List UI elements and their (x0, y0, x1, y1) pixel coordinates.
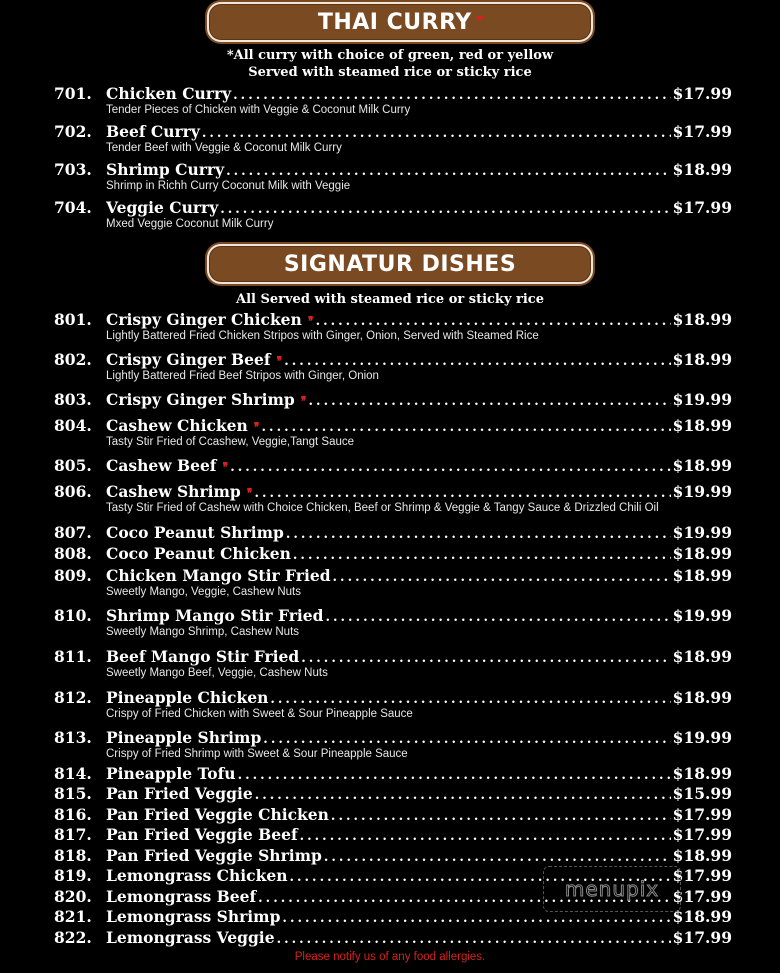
item-name-line (106, 390, 732, 412)
dot-leader (286, 525, 671, 545)
item-number: 816. (54, 805, 92, 824)
item-name: Cashew Beef (106, 456, 217, 475)
item-name-line (106, 805, 732, 827)
chili-icon: ❜❜ (246, 486, 251, 500)
item-name: Crispy Ginger Beef (106, 350, 271, 369)
item-name: Pan Fried Veggie Shrimp (106, 846, 322, 865)
item-number: 807. (54, 523, 92, 542)
item-price: $18.99 (672, 160, 732, 179)
signature-banner (207, 244, 593, 284)
dot-leader (238, 766, 671, 786)
item-price: $18.99 (672, 310, 732, 329)
item-description: Sweetly Mango Beef, Veggie, Cashew Nuts (106, 667, 328, 679)
item-description: Sweetly Mango Shrimp, Cashew Nuts (106, 626, 300, 638)
item-price: $17.99 (672, 84, 732, 103)
item-name: Pan Fried Veggie Beef (106, 825, 298, 844)
item-price: $18.99 (672, 846, 732, 865)
item-description: Tender Pieces of Chicken with Veggie & Coconut Milk Curry (106, 104, 411, 116)
item-number: 817. (54, 825, 92, 844)
item-description: Lightly Battered Fried Chicken Stripos with Ginger, Onion, Served with Steamed Rice (106, 330, 539, 342)
item-number: 702. (54, 122, 92, 141)
thai-curry-note-2: Served with steamed rice or sticky rice (248, 65, 532, 80)
item-number: 814. (54, 764, 92, 783)
item-price: $17.99 (672, 198, 732, 217)
item-number: 703. (54, 160, 92, 179)
item-price: $18.99 (672, 456, 732, 475)
signature-note: All Served with steamed rice or sticky rice (236, 292, 544, 307)
item-description: Shrimp in Richh Curry Coconut Milk with Veggie (106, 180, 351, 192)
dot-leader (325, 608, 670, 628)
item-number: 704. (54, 198, 92, 217)
menu-item-row (0, 688, 780, 708)
menu-item-row (0, 390, 780, 410)
item-number: 821. (54, 907, 92, 926)
item-name: Lemongrass Beef (106, 887, 257, 906)
chili-icon: ❜❜ (276, 354, 281, 368)
item-price: $18.99 (672, 416, 732, 435)
dot-leader (282, 909, 670, 929)
item-description: Crispy of Fried Shrimp with Sweet & Sour Pineapple Sauce (106, 748, 408, 760)
item-price: $17.99 (672, 825, 732, 844)
item-name: Pineapple Chicken (106, 688, 269, 707)
item-name: Beef Curry (106, 122, 200, 141)
item-name: Pineapple Tofu (106, 764, 236, 783)
item-name-line (106, 784, 732, 806)
item-name: Coco Peanut Chicken (106, 544, 291, 563)
item-description: Tender Beef with Veggie & Coconut Milk Curry (106, 142, 342, 154)
menu-item-row (0, 805, 780, 825)
item-name: Pan Fried Veggie (106, 784, 253, 803)
item-number: 813. (54, 728, 92, 747)
menu-item-row (0, 825, 780, 845)
item-price: $17.99 (672, 122, 732, 141)
item-name: Shrimp Curry (106, 160, 225, 179)
dot-leader (230, 458, 670, 478)
item-number: 822. (54, 928, 92, 947)
item-number: 801. (54, 310, 92, 329)
item-price: $18.99 (672, 566, 732, 585)
thai-curry-title: THAI CURRY (317, 9, 472, 35)
item-price: $15.99 (672, 784, 732, 803)
chili-icon: ❜❜ (475, 13, 483, 31)
item-number: 811. (54, 647, 92, 666)
item-price: $18.99 (672, 764, 732, 783)
item-name: Cashew Shrimp (106, 482, 241, 501)
dot-leader (277, 930, 671, 950)
item-name: Pan Fried Veggie Chicken (106, 805, 329, 824)
menu-item-row (0, 122, 780, 142)
item-number: 810. (54, 606, 92, 625)
menu-item-row (0, 350, 780, 370)
menu-item-row (0, 456, 780, 476)
menu-item-row (0, 482, 780, 502)
item-description: Mxed Veggie Coconut Milk Curry (106, 218, 274, 230)
item-price: $18.99 (672, 907, 732, 926)
menu-item-row (0, 84, 780, 104)
item-price: $18.99 (672, 544, 732, 563)
item-price: $19.99 (672, 482, 732, 501)
item-price: $17.99 (672, 928, 732, 947)
dot-leader (309, 392, 671, 412)
item-name-line (106, 825, 732, 847)
item-name-line (106, 764, 732, 786)
item-name-line (106, 456, 732, 478)
dot-leader (293, 546, 671, 566)
item-price: $17.99 (672, 887, 732, 906)
chili-icon: ❜❜ (253, 420, 258, 434)
chili-icon: ❜❜ (307, 314, 312, 328)
menu-item-row (0, 198, 780, 218)
menu-item-row (0, 728, 780, 748)
chili-icon: ❜❜ (300, 394, 305, 408)
item-price: $19.99 (672, 523, 732, 542)
item-number: 812. (54, 688, 92, 707)
dot-leader (331, 807, 671, 827)
menu-item-row (0, 523, 780, 543)
item-name: Cashew Chicken (106, 416, 248, 435)
menu-item-row (0, 310, 780, 330)
item-name-line (106, 846, 732, 868)
item-name: Lemongrass Veggie (106, 928, 275, 947)
menu-item-row (0, 416, 780, 436)
item-name: Veggie Curry (106, 198, 219, 217)
item-name: Lemongrass Shrimp (106, 907, 281, 926)
item-description: Lightly Battered Fried Beef Stripos with Ginger, Onion (106, 370, 379, 382)
dot-leader (333, 568, 671, 588)
dot-leader (300, 827, 671, 847)
item-number: 805. (54, 456, 92, 475)
item-name: Chicken Curry (106, 84, 232, 103)
item-number: 804. (54, 416, 92, 435)
menu-item-row (0, 566, 780, 586)
item-price: $19.99 (672, 390, 732, 409)
menupix-watermark: menupix (543, 866, 681, 912)
item-name: Crispy Ginger Chicken (106, 310, 302, 329)
item-name: Beef Mango Stir Fried (106, 647, 300, 666)
allergy-notice: Please notify us of any food allergies. (294, 951, 486, 963)
item-name: Crispy Ginger Shrimp (106, 390, 295, 409)
chili-icon: ❜❜ (222, 460, 227, 474)
item-name-line (106, 544, 732, 566)
menu-item-row (0, 846, 780, 866)
item-price: $18.99 (672, 350, 732, 369)
item-description: Tasty Stir Fried of Cashew with Choice Chicken, Beef or Shrimp & Veggie & Tangy Sauce & Drizzled Chili Oil (106, 502, 659, 514)
menu-item-row (0, 928, 780, 948)
item-price: $19.99 (672, 728, 732, 747)
item-number: 802. (54, 350, 92, 369)
item-price: $18.99 (672, 688, 732, 707)
item-number: 808. (54, 544, 92, 563)
item-number: 701. (54, 84, 92, 103)
item-name: Pineapple Shrimp (106, 728, 262, 747)
dot-leader (301, 649, 670, 669)
item-price: $17.99 (672, 866, 732, 885)
item-number: 803. (54, 390, 92, 409)
item-number: 820. (54, 887, 92, 906)
menu-item-row (0, 647, 780, 667)
item-name: Chicken Mango Stir Fried (106, 566, 331, 585)
thai-curry-banner (207, 2, 593, 42)
menu-item-row (0, 544, 780, 564)
item-name: Lemongrass Chicken (106, 866, 288, 885)
menu-item-row (0, 764, 780, 784)
menu-item-row (0, 606, 780, 626)
dot-leader (220, 200, 670, 220)
item-description: Sweetly Mango, Veggie, Cashew Nuts (106, 586, 301, 598)
item-price: $19.99 (672, 606, 732, 625)
signature-title: SIGNATUR DISHES (283, 251, 517, 277)
item-number: 819. (54, 866, 92, 885)
item-name: Shrimp Mango Stir Fried (106, 606, 324, 625)
item-name: Coco Peanut Shrimp (106, 523, 284, 542)
thai-curry-note-1: *All curry with choice of green, red or yellow (226, 48, 554, 63)
item-name-line (106, 523, 732, 545)
item-number: 818. (54, 846, 92, 865)
item-number: 806. (54, 482, 92, 501)
item-description: Crispy of Fried Chicken with Sweet & Sour Pineapple Sauce (106, 708, 413, 720)
item-number: 815. (54, 784, 92, 803)
menu-item-row (0, 784, 780, 804)
dot-leader (255, 786, 671, 806)
item-description: Tasty Stir Fried of Ccashew, Veggie,Tangt Sauce (106, 436, 355, 448)
item-price: $18.99 (672, 647, 732, 666)
dot-leader (324, 848, 671, 868)
item-name-line (106, 928, 732, 950)
item-number: 809. (54, 566, 92, 585)
menu-item-row (0, 160, 780, 180)
item-price: $17.99 (672, 805, 732, 824)
